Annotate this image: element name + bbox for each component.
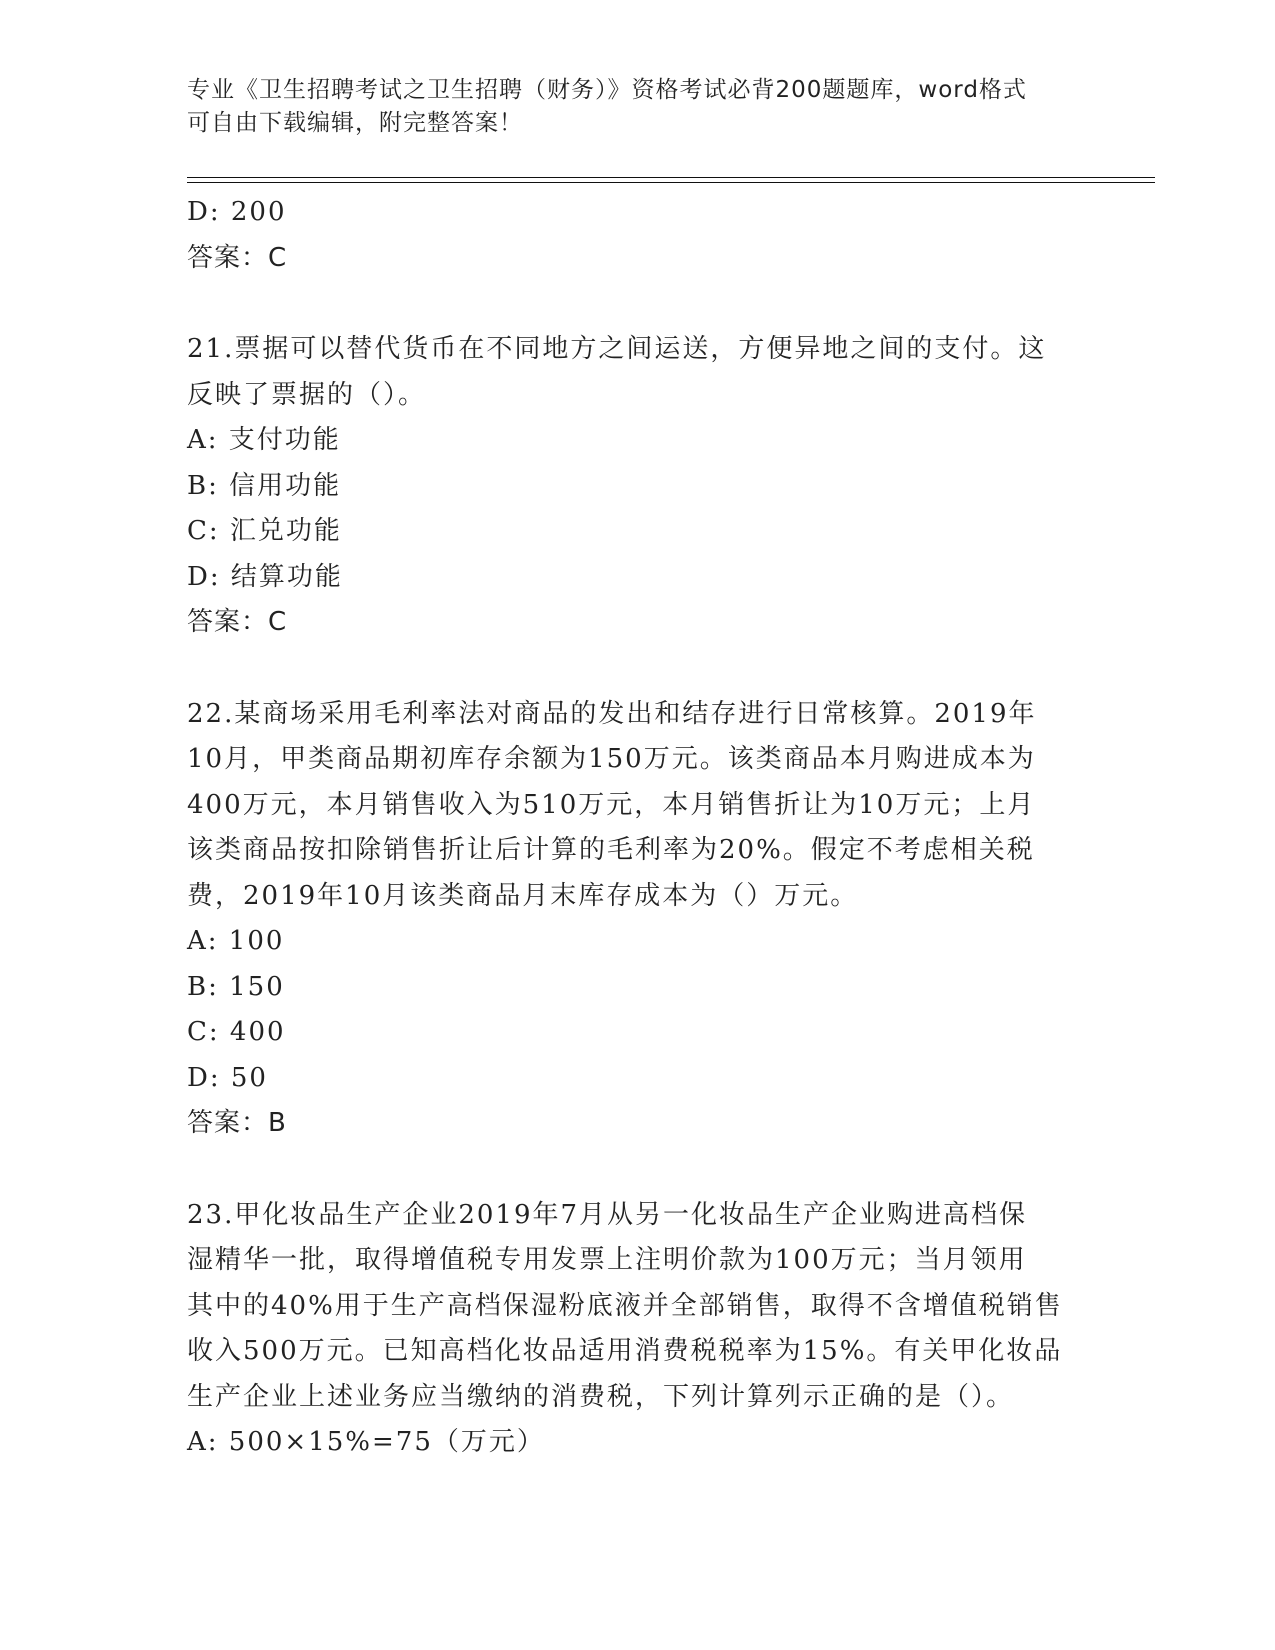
answer-line: 答案：C: [187, 242, 288, 273]
answer-line: 答案：B: [187, 1108, 287, 1138]
question-stem: [187, 327, 1087, 418]
stem-line: 400万元，本月销售收入为510万元，本月销售折让为10万元；上月: [187, 789, 1036, 820]
header-divider-top: [187, 177, 1155, 178]
stem-line: 费，2019年10月该类商品月末库存成本为（）万元。: [187, 880, 859, 911]
option-b: B: 信用功能: [187, 470, 342, 501]
option-d: D: 50: [187, 1062, 268, 1093]
stem-line: 该类商品按扣除销售折让后计算的毛利率为20%。假定不考虑相关税: [187, 835, 1035, 865]
option-c: C: 400: [187, 1017, 286, 1047]
header-title-line-1: 专业《卫生招聘考试之卫生招聘（财务）》资格考试必背200题题库，word格式: [187, 77, 1027, 103]
page-header: [187, 74, 1087, 140]
option-a: A: 100: [187, 926, 285, 956]
question-21: [187, 327, 1087, 646]
option-d: D: 结算功能: [187, 561, 343, 592]
stem-line: 生产企业上述业务应当缴纳的消费税，下列计算列示正确的是（）。: [187, 1381, 1015, 1412]
stem-line: 10月，甲类商品期初库存余额为150万元。该类商品本月购进成本为: [187, 744, 1036, 774]
spacer: [187, 1147, 1087, 1193]
header-title-line-2: 可自由下载编辑，附完整答案！: [187, 110, 523, 136]
spacer: [187, 281, 1087, 327]
question-23: [187, 1193, 1087, 1466]
question-22: [187, 692, 1087, 1147]
option-a: A: 500×15%=75（万元）: [187, 1427, 545, 1457]
answer-line: 答案：C: [187, 607, 288, 637]
option-d: D: 200: [187, 197, 287, 227]
stem-line: 收入500万元。已知高档化妆品适用消费税税率为15%。有关甲化妆品: [187, 1336, 1063, 1366]
spacer: [187, 646, 1087, 692]
option-c: C: 汇兑功能: [187, 516, 342, 546]
option-b: B: 150: [187, 971, 285, 1002]
stem-line: 反映了票据的（）。: [187, 379, 427, 410]
stem-line: 21.票据可以替代货币在不同地方之间运送，方便异地之间的支付。这: [187, 334, 1047, 364]
stem-line: 22.某商场采用毛利率法对商品的发出和结存进行日常核算。2019年: [187, 698, 1037, 729]
question-stem: [187, 1193, 1087, 1421]
option-a: A: 支付功能: [187, 425, 341, 455]
document-body: [187, 190, 1087, 1466]
header-divider-bottom: [187, 182, 1155, 183]
stem-line: 其中的40%用于生产高档保湿粉底液并全部销售，取得不含增值税销售: [187, 1290, 1063, 1321]
question-stem: [187, 692, 1087, 920]
stem-line: 23.甲化妆品生产企业2019年7月从另一化妆品生产企业购进高档保: [187, 1199, 1028, 1230]
stem-line: 湿精华一批，取得增值税专用发票上注明价款为100万元；当月领用: [187, 1245, 1027, 1275]
